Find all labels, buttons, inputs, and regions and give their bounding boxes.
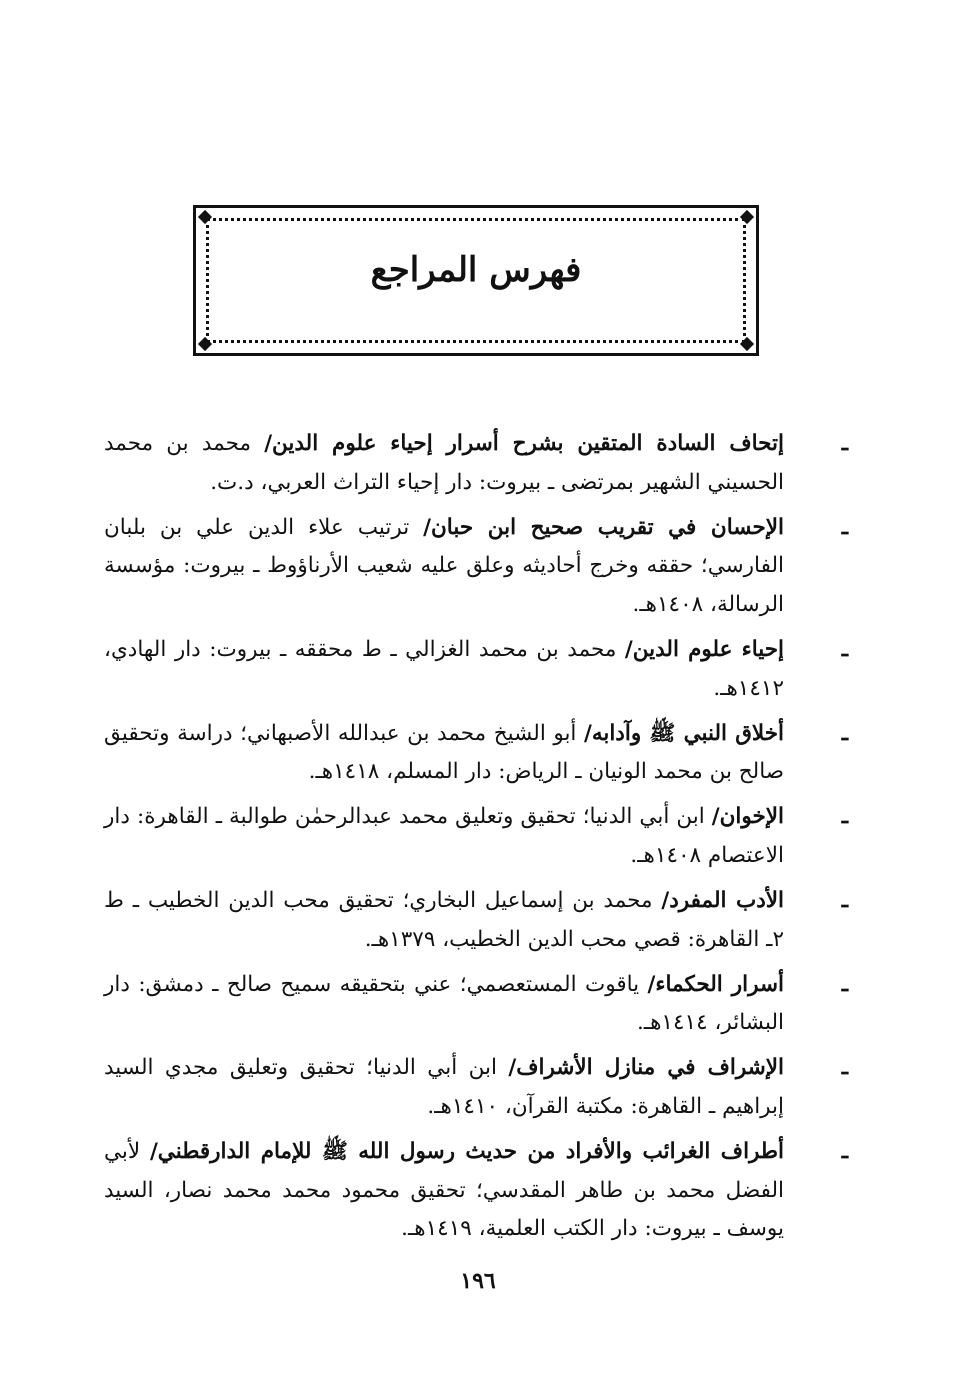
page-number: ١٩٦ <box>460 1268 496 1294</box>
reference-title: أسرار الحكماء/ <box>647 971 784 997</box>
reference-title: أخلاق النبي ﷺ وآدابه/ <box>583 720 785 746</box>
reference-details: أبو الشيخ محمد بن عبدالله الأصبهاني؛ دراسة وتحقيق صالح بن محمد الونيان ـ الرياض: دار المسلم، ١٤١٨هـ. <box>104 720 784 785</box>
entry-bullet: ـ <box>841 720 848 746</box>
entry-bullet: ـ <box>841 636 848 662</box>
reference-details: لأبي الفضل محمد بن طاهر المقدسي؛ تحقيق محمود محمد محمد نصار، السيد يوسف ـ بيروت: دار الكتب العلمية، ١٤١٩هـ. <box>104 1139 784 1242</box>
reference-details: ابن أبي الدنيا؛ تحقيق وتعليق مجدي السيد إبراهيم ـ القاهرة: مكتبة القرآن، ١٤١٠هـ. <box>104 1055 784 1119</box>
entry-bullet: ـ <box>841 971 848 997</box>
reference-entry <box>104 715 848 792</box>
reference-entry <box>104 509 848 625</box>
entry-bullet: ـ <box>841 1055 848 1081</box>
reference-title: الأدب المفرد/ <box>661 888 784 914</box>
reference-title: إحياء علوم الدين/ <box>624 636 784 662</box>
reference-entry <box>104 798 848 875</box>
page-title: فهرس المراجع <box>370 250 582 290</box>
reference-entry <box>104 1049 848 1126</box>
reference-entry <box>104 882 848 959</box>
entry-bullet: ـ <box>841 888 848 914</box>
reference-details: ياقوت المستعصمي؛ عني بتحقيقه سميح صالح ـ دمشق: دار البشائر، ١٤١٤هـ. <box>104 971 784 1036</box>
reference-title: أطراف الغرائب والأفراد من حديث رسول الله ﷺ للإمام الدارقطني/ <box>149 1139 784 1165</box>
entry-bullet: ـ <box>841 804 848 830</box>
reference-details: ترتيب علاء الدين علي بن بلبان الفارسي؛ حققه وخرج أحاديثه وعلق عليه شعيب الأرناؤوط ـ بيروت: مؤسسة الرسالة، ١٤٠٨هـ. <box>104 514 784 617</box>
reference-entry <box>104 425 848 502</box>
reference-entry <box>104 631 848 708</box>
entry-bullet: ـ <box>841 431 848 456</box>
reference-entry <box>104 966 848 1043</box>
reference-title: إتحاف السادة المتقين بشرح أسرار إحياء علوم الدين/ <box>264 431 784 456</box>
references-list <box>104 425 848 1255</box>
reference-entry <box>104 1133 848 1249</box>
reference-details: محمد بن محمد الحسيني الشهير بمرتضى ـ بيروت: دار إحياء التراث العربي، د.ت. <box>104 431 784 495</box>
reference-title: الإحسان في تقريب صحيح ابن حبان/ <box>423 514 784 540</box>
reference-title: الإخوان/ <box>711 804 784 830</box>
reference-details: ابن أبي الدنيا؛ تحقيق وتعليق محمد عبدالرحمٰن طوالبة ـ القاهرة: دار الاعتصام ١٤٠٨هـ. <box>104 804 784 868</box>
entry-bullet: ـ <box>841 514 848 540</box>
reference-details: محمد بن محمد الغزالي ـ ط محققه ـ بيروت: دار الهادي، ١٤١٢هـ. <box>104 636 784 701</box>
reference-title: الإشراف في منازل الأشراف/ <box>508 1055 785 1081</box>
title-frame <box>193 205 759 356</box>
entry-bullet: ـ <box>841 1139 848 1165</box>
reference-details: محمد بن إسماعيل البخاري؛ تحقيق محب الدين الخطيب ـ ط ٢ـ القاهرة: قصي محب الدين الخطيب، ١٣٧٩هـ. <box>104 888 784 952</box>
